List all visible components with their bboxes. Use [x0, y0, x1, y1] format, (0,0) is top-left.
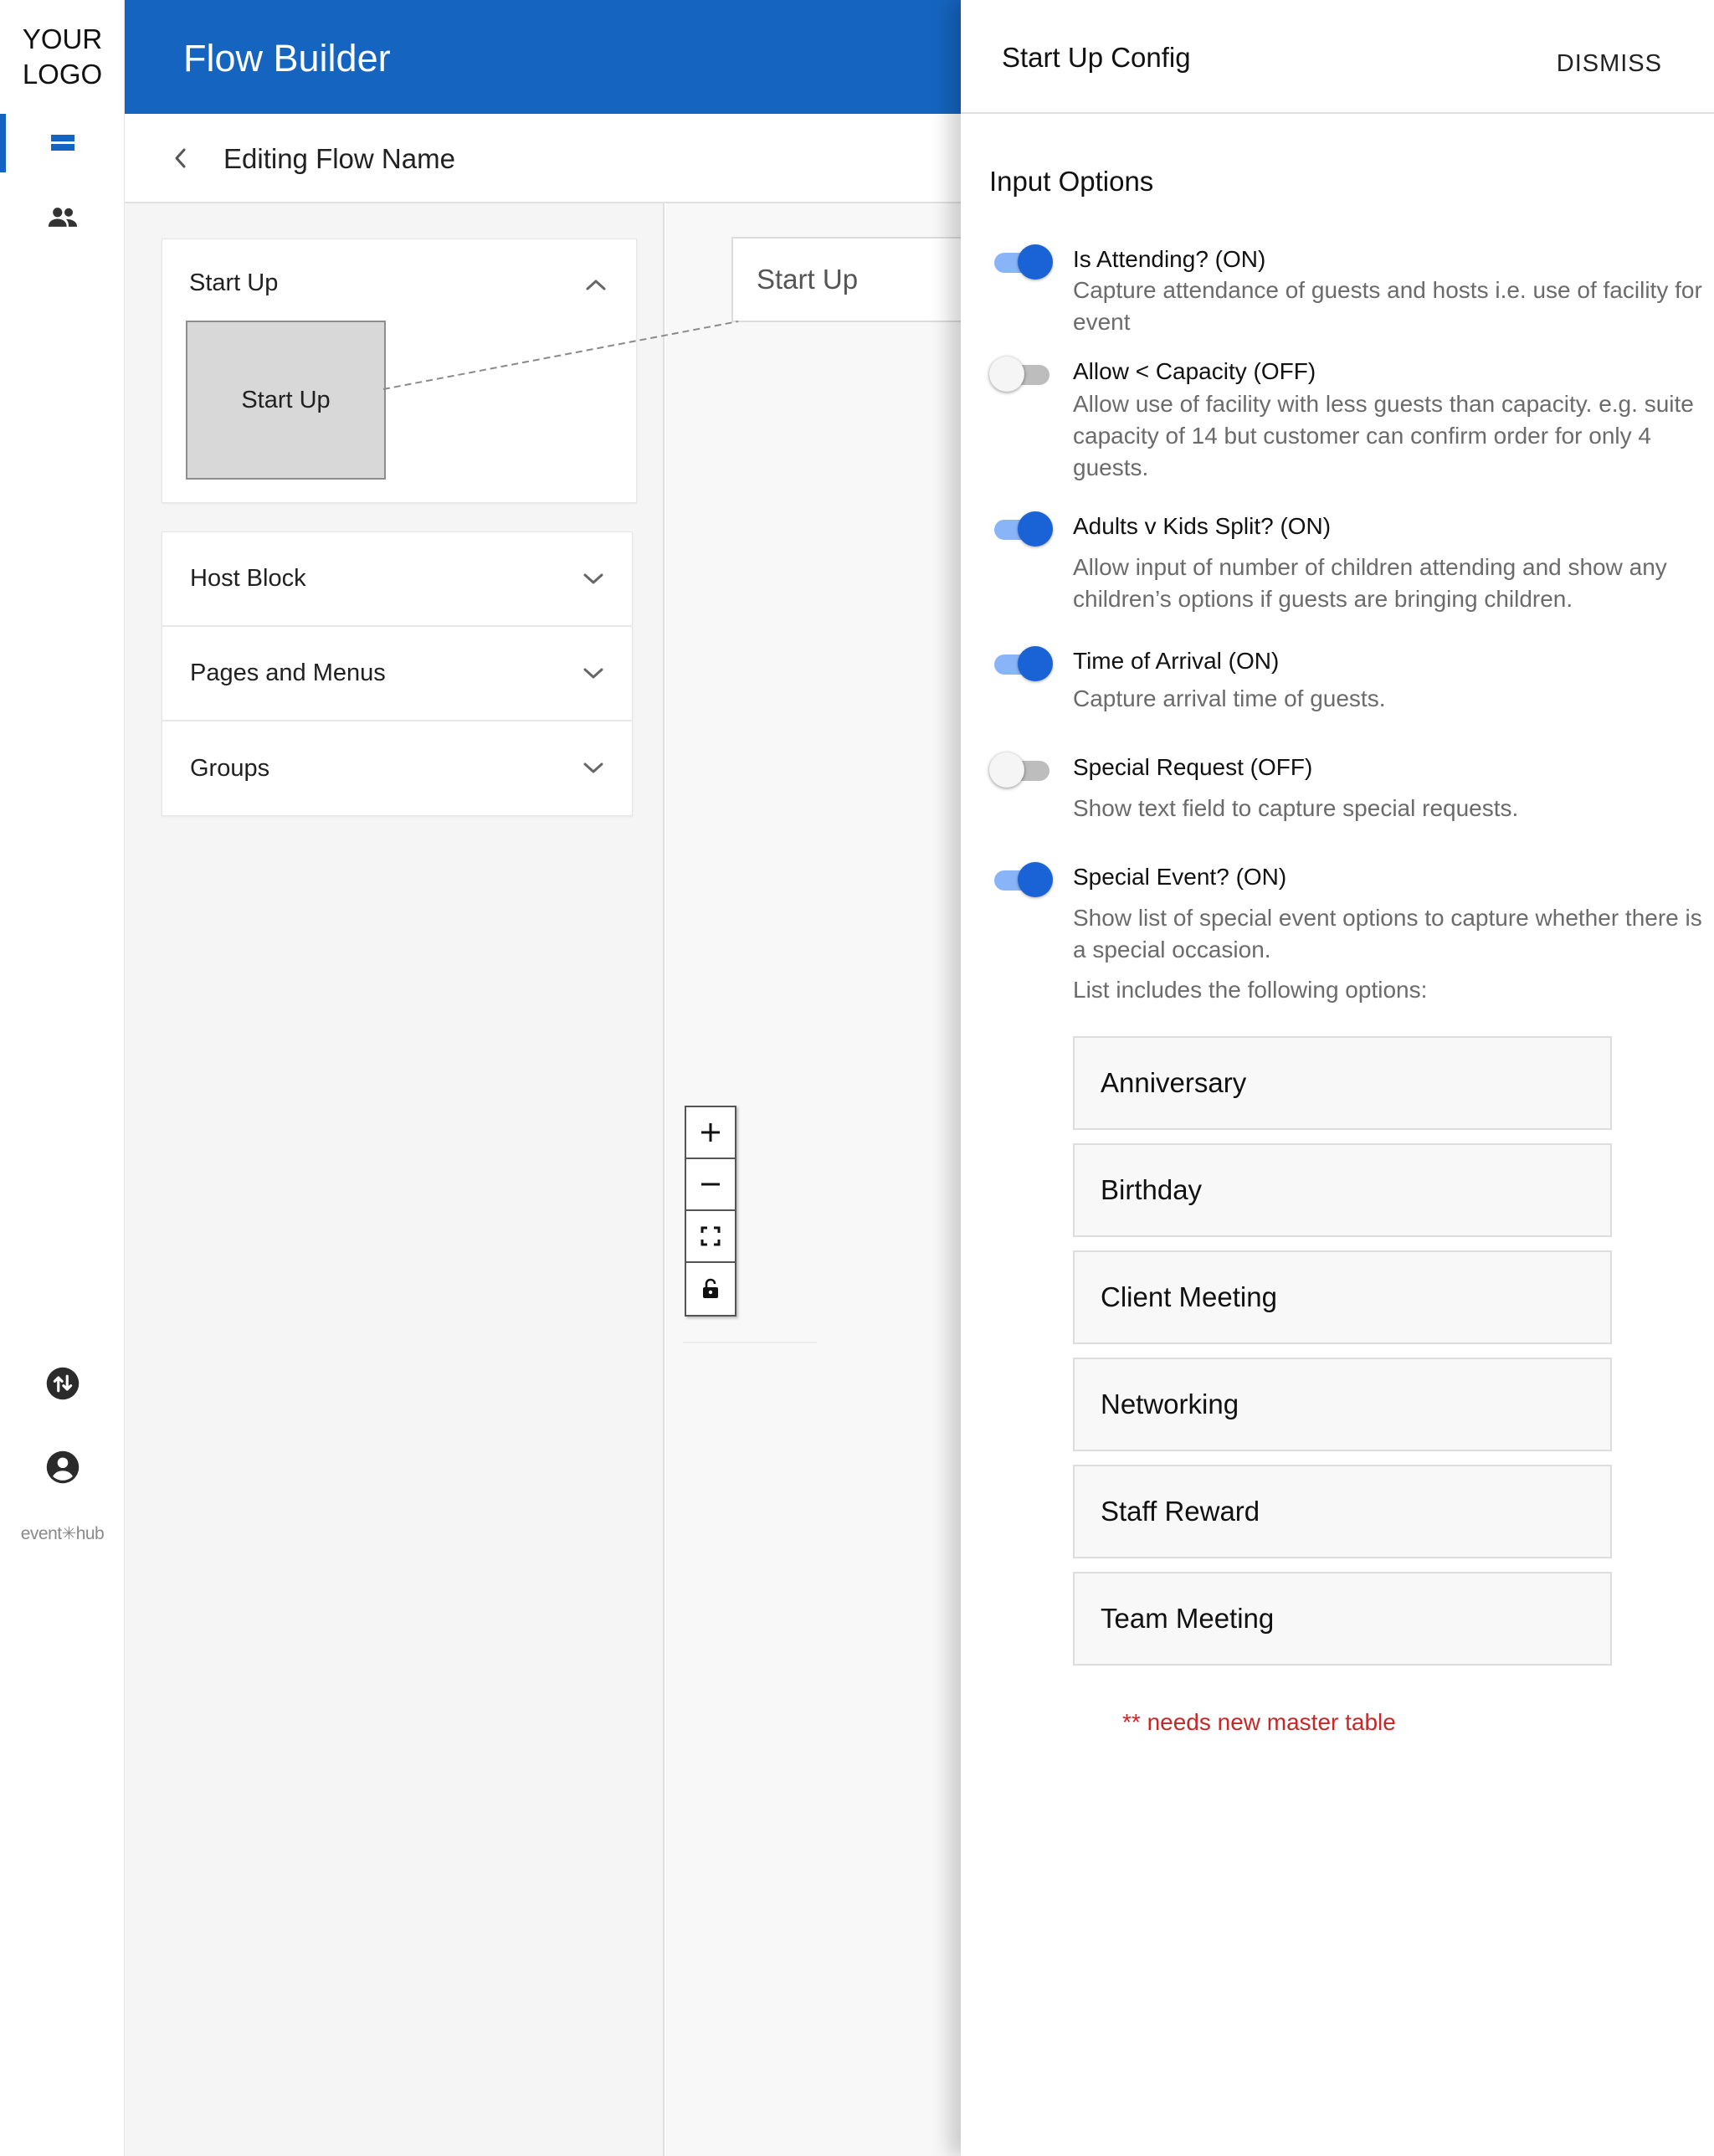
accordion-host-block[interactable]	[162, 532, 632, 627]
collapse-button[interactable]	[579, 268, 613, 301]
accordion-label: Host Block	[190, 565, 306, 592]
startup-card	[162, 239, 637, 503]
fit-view-icon	[700, 1225, 721, 1247]
option-label: Special Event? (ON)	[1073, 864, 1287, 890]
canvas-startup-node[interactable]: Start Up	[731, 237, 974, 322]
unlock-icon	[701, 1278, 720, 1300]
dismiss-button[interactable]: DISMISS	[1556, 50, 1662, 77]
option-label: Adults v Kids Split? (ON)	[1073, 513, 1332, 539]
option-description: Show list of special event options to capture whether there is a special occasion.	[1073, 905, 1702, 963]
toggle-thumb	[989, 357, 1024, 392]
section-title: Input Options	[989, 166, 1154, 197]
config-drawer	[961, 0, 1714, 2156]
option-description: Allow use of facility with less guests than capacity. e.g. suite capacity of 14 but customer can confirm order for only 4 guests.	[1073, 391, 1694, 480]
option-description: Show text field to capture special requests.	[1073, 795, 1519, 821]
chevron-down-icon	[577, 657, 610, 690]
toggle-switch[interactable]	[989, 860, 1056, 897]
toggle-switch[interactable]	[989, 355, 1056, 392]
list-intro: List includes the following options:	[1073, 977, 1428, 1003]
toggle-thumb	[1018, 244, 1053, 280]
toggle-switch[interactable]	[989, 510, 1056, 547]
special-event-list	[1073, 1036, 1612, 1679]
startup-card-title: Start Up	[189, 270, 279, 296]
accordion-groups[interactable]	[162, 721, 632, 815]
option-description: Allow input of number of children attending and show any children’s options if guests are bringing children.	[1073, 554, 1667, 612]
nav-account-button[interactable]	[0, 1440, 125, 1495]
chevron-down-icon	[577, 752, 610, 785]
lock-button[interactable]	[686, 1263, 735, 1315]
app-title: Flow Builder	[183, 37, 391, 80]
back-button[interactable]	[160, 137, 202, 179]
toggle-thumb	[1018, 862, 1053, 897]
transfer-icon	[45, 1366, 80, 1401]
block-list-pane	[125, 203, 665, 2156]
plus-icon	[699, 1121, 722, 1144]
app-logo: YOUR LOGO	[22, 23, 103, 90]
accordion-label: Pages and Menus	[190, 660, 386, 686]
fit-view-button[interactable]	[686, 1211, 735, 1263]
zoom-out-button[interactable]	[686, 1159, 735, 1211]
toggle-switch[interactable]	[989, 751, 1056, 788]
nav-flows-button[interactable]	[0, 114, 125, 172]
people-icon	[47, 206, 79, 229]
canvas-divider	[683, 1342, 817, 1343]
toggle-thumb	[989, 752, 1024, 788]
account-icon	[45, 1450, 80, 1485]
option-label: Allow < Capacity (OFF)	[1073, 358, 1316, 384]
accordion-pages-and-menus[interactable]	[162, 627, 632, 721]
list-item[interactable]: Staff Reward	[1073, 1465, 1612, 1558]
startup-block-node[interactable]: Start Up	[186, 321, 386, 480]
toggle-switch[interactable]	[989, 243, 1056, 280]
list-item[interactable]: Client Meeting	[1073, 1250, 1612, 1344]
nav-transfer-button[interactable]	[0, 1356, 125, 1411]
toggle-thumb	[1018, 646, 1053, 681]
chevron-left-icon	[172, 147, 190, 169]
list-item[interactable]: Birthday	[1073, 1143, 1612, 1237]
flows-icon	[49, 133, 76, 153]
drawer-header	[961, 0, 1714, 114]
block-accordion	[162, 531, 633, 816]
option-label: Is Attending? (ON)	[1073, 246, 1266, 272]
list-item[interactable]: Anniversary	[1073, 1036, 1612, 1130]
chevron-down-icon	[577, 562, 610, 596]
option-label: Special Request (OFF)	[1073, 754, 1313, 780]
drawer-title: Start Up Config	[1002, 42, 1191, 73]
nav-people-button[interactable]	[0, 192, 125, 243]
zoom-in-button[interactable]	[686, 1107, 735, 1159]
flow-canvas[interactable]	[666, 203, 961, 2156]
toggle-thumb	[1018, 511, 1053, 547]
option-description: Capture arrival time of guests.	[1073, 685, 1386, 711]
chevron-up-icon	[585, 278, 607, 291]
list-item[interactable]: Networking	[1073, 1358, 1612, 1451]
brand-logo: event✳hub	[20, 1524, 105, 1543]
minus-icon	[699, 1173, 722, 1196]
list-item[interactable]: Team Meeting	[1073, 1572, 1612, 1666]
zoom-controls	[685, 1106, 736, 1317]
accordion-label: Groups	[190, 754, 270, 782]
option-label: Time of Arrival (ON)	[1073, 648, 1280, 674]
nav-rail	[0, 0, 125, 2156]
toggle-switch[interactable]	[989, 644, 1056, 681]
option-description: Capture attendance of guests and hosts i.e. use of facility for event	[1073, 277, 1702, 335]
annotation-note: ** needs new master table	[1122, 1709, 1396, 1735]
page-title: Editing Flow Name	[223, 143, 455, 174]
editing-bar	[125, 114, 961, 203]
active-indicator	[0, 114, 6, 172]
app-bar	[125, 0, 961, 114]
